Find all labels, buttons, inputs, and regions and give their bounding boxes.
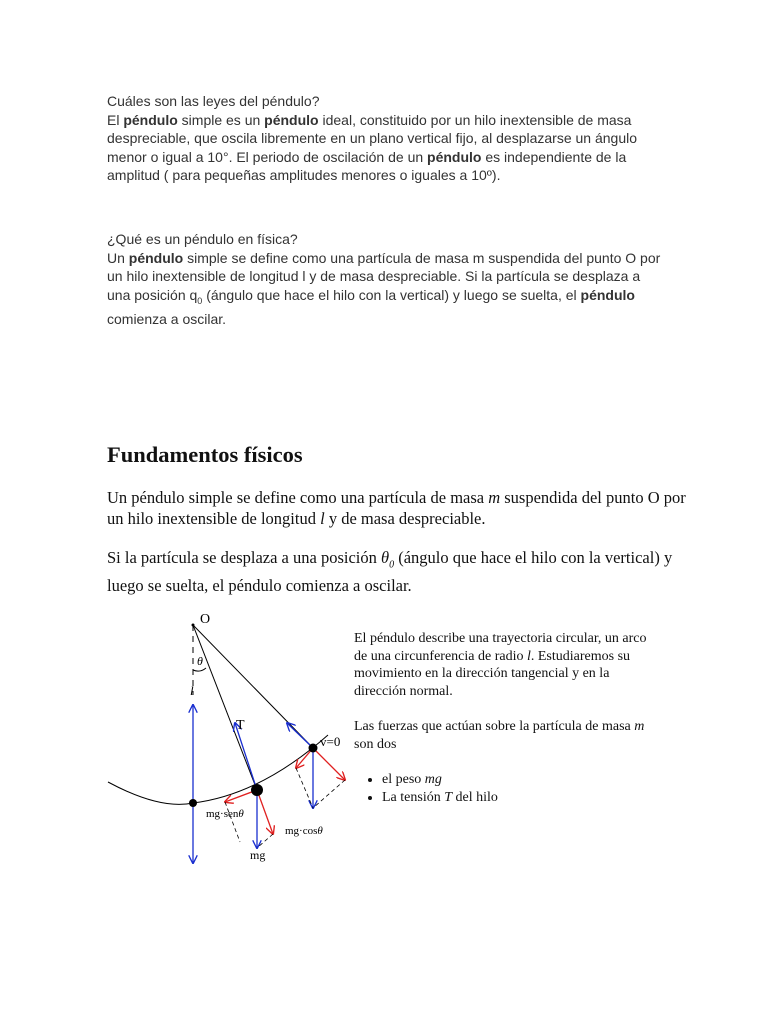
leyes-section: [107, 92, 667, 185]
tension-arrow-mass: [235, 723, 257, 790]
label-theta: θ: [197, 654, 203, 668]
que-es-section: [107, 230, 667, 328]
label-mg-sen: mg·senθ: [206, 808, 244, 820]
label-l: l: [190, 683, 194, 698]
fundamentos-paragraph-1: Un péndulo simple se define como una partícula de masa m suspendida del punto O por un hilo inextensible de longitud l y de masa despreciable.: [107, 488, 686, 528]
leyes-question: Cuáles son las leyes del péndulo?: [107, 93, 320, 109]
normal-component-extreme: [313, 748, 345, 780]
que-es-answer: Un péndulo simple se define como una partícula de masa m suspendida del punto O por un hilo inextensible de longitud l y de masa despreciable. Si la partícula se desplaza a una posición $q_0$ (ángulo que hace el hilo con la vertical) y luego se suelta, el péndulo comienza a oscilar.: [107, 249, 661, 327]
mass-displaced: [251, 784, 263, 796]
tension-arrow-extreme: [287, 723, 313, 748]
side-paragraph-1: El péndulo describe una trayectoria circular, un arco de una circunferencia de radio l. Estudiaremos su movimiento en la dirección tangencial y en la dirección normal.: [354, 631, 647, 699]
fundamentos-paragraph-2: Si la partícula se desplaza a una posición $\theta_0$ (ángulo que hace el hilo con la vertical) y luego se suelta, el péndulo comienza a oscilar.: [107, 548, 673, 596]
leyes-answer: El péndulo simple es un péndulo ideal, constituido por un hilo inextensible de masa despreciable, que oscila libremente en un plano vertical fijo, al desplazarse un ángulo menor o igual a 10°. El periodo de oscilación de un péndulo es independiente de la amplitud ( para pequeñas amplitudes menores o iguales a 10º).: [107, 111, 637, 183]
normal-component-arrow: [257, 790, 273, 834]
trajectory-arc: [108, 735, 328, 804]
mass-extreme: [309, 744, 318, 753]
label-v0: v=0: [320, 734, 341, 749]
diagram-description: [354, 630, 654, 806]
string-to-mass: [193, 625, 257, 790]
list-item: • La tensión T del hilo: [382, 789, 654, 807]
page-title: Fundamentos físicos: [107, 442, 303, 467]
mass-bottom: [189, 799, 197, 807]
pivot-O: [192, 624, 195, 627]
side-paragraph-2: Las fuerzas que actúan sobre la partícula de masa m son dos: [354, 719, 645, 752]
string-to-extreme: [193, 625, 313, 748]
label-mg: mg: [250, 848, 266, 862]
label-mg-cos: mg·cosθ: [285, 825, 323, 837]
label-O: O: [200, 612, 211, 627]
theta-arc: [193, 668, 206, 671]
list-item: • el peso mg: [382, 771, 654, 789]
label-T: T: [236, 718, 245, 733]
que-es-question: ¿Qué es un péndulo en física?: [107, 231, 298, 247]
pendulum-diagram: [100, 605, 360, 875]
forces-list: [354, 771, 654, 806]
